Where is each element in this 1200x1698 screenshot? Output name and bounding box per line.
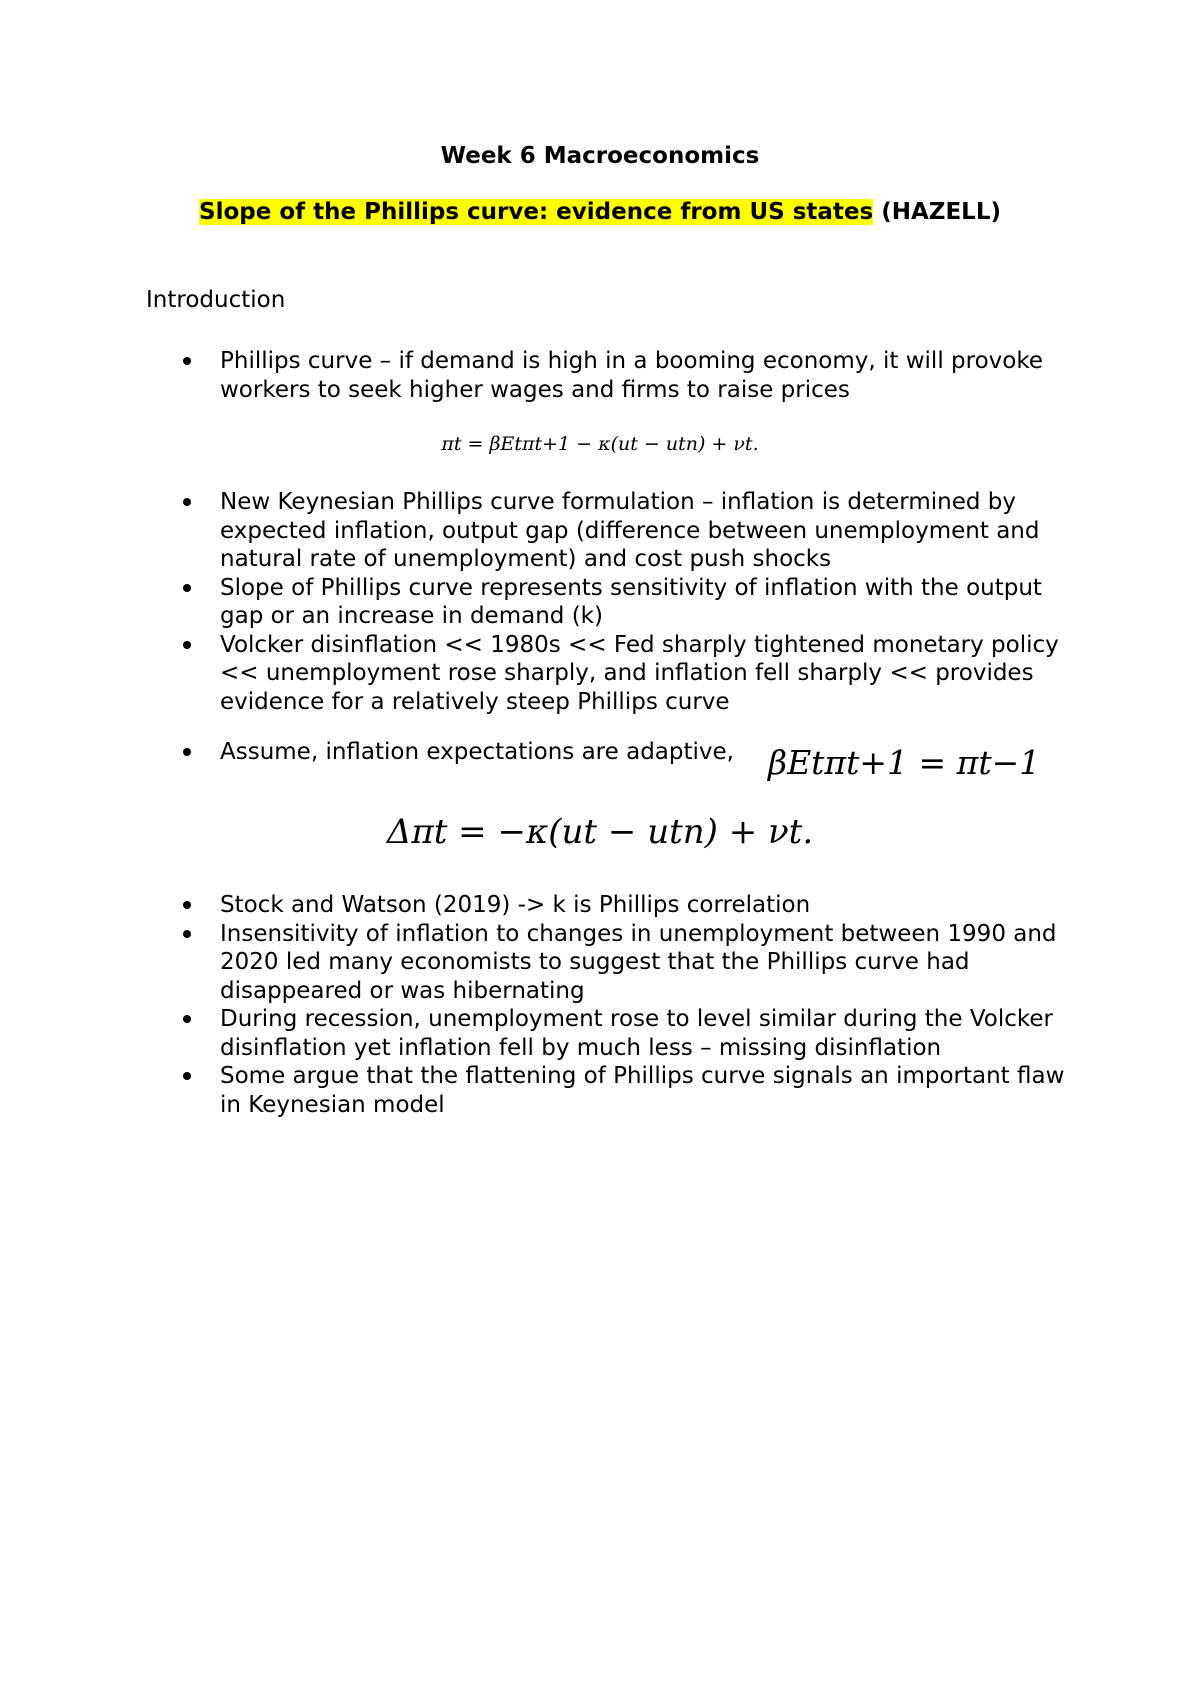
bullet-icon — [183, 748, 191, 756]
bullet-icon — [183, 498, 191, 506]
list-item-text: Phillips curve – if demand is high in a booming economy, it will provoke workers to seek higher wages and firms to raise prices — [220, 348, 1043, 403]
equation-adaptive-expectations: βEtπt+1 = πt−1 — [768, 743, 1041, 782]
list-item — [146, 631, 1076, 717]
highlighted-subtitle: Slope of the Phillips curve: evidence from US states — [199, 199, 874, 225]
bullet-icon — [183, 357, 191, 365]
list-item — [146, 574, 1076, 631]
list-item — [146, 1062, 1076, 1119]
equation-accelerationist: Δπt = −κ(ut − utn) + νt. — [386, 812, 814, 852]
list-item-text: Slope of Phillips curve represents sensitivity of inflation with the output gap or an increase in demand (k) — [220, 574, 1042, 629]
bullet-list-b — [146, 488, 1076, 767]
equation-phillips-curve: πt = βEtπt+1 − κ(ut − utn) + νt. — [441, 433, 759, 455]
list-item-text: Some argue that the flattening of Phillips curve signals an important flaw in Keynesian model — [220, 1063, 1065, 1118]
bullet-icon — [183, 584, 191, 592]
bullet-list-c — [146, 891, 1076, 1119]
bullet-list-a — [146, 347, 1076, 404]
list-item-text: Assume, inflation expectations are adaptive, — [220, 739, 734, 765]
bullet-icon — [183, 901, 191, 909]
list-item-text: Volcker disinflation << 1980s << Fed sharply tightened monetary policy << unemployment rose sharply, and inflation fell sharply << provides evidence for a relatively steep Phillips curve — [220, 631, 1059, 715]
list-item — [146, 920, 1076, 1006]
bullet-icon — [183, 930, 191, 938]
list-item-text: Stock and Watson (2019) -> k is Phillips correlation — [220, 892, 811, 918]
section-heading: Introduction — [146, 287, 286, 313]
list-item — [146, 347, 1076, 404]
list-item — [146, 891, 1076, 920]
list-item — [146, 488, 1076, 574]
subtitle-author: (HAZELL) — [873, 199, 1001, 225]
list-item-text: New Keynesian Phillips curve formulation – inflation is determined by expected inflation, output gap (difference between unemployment and natural rate of unemployment) and cost push shocks — [220, 489, 1040, 572]
bullet-icon — [183, 1072, 191, 1080]
document-title: Week 6 Macroeconomics — [440, 143, 760, 169]
list-item-text: Insensitivity of inflation to changes in unemployment between 1990 and 2020 led many economists to suggest that the Phillips curve had disappeared or was hibernating — [220, 920, 1057, 1004]
list-item — [146, 1005, 1076, 1062]
bullet-icon — [183, 641, 191, 649]
bullet-icon — [183, 1015, 191, 1023]
list-item-text: During recession, unemployment rose to level similar during the Volcker disinflation yet inflation fell by much less – missing disinflation — [220, 1006, 1054, 1061]
document-subtitle — [0, 199, 1200, 225]
